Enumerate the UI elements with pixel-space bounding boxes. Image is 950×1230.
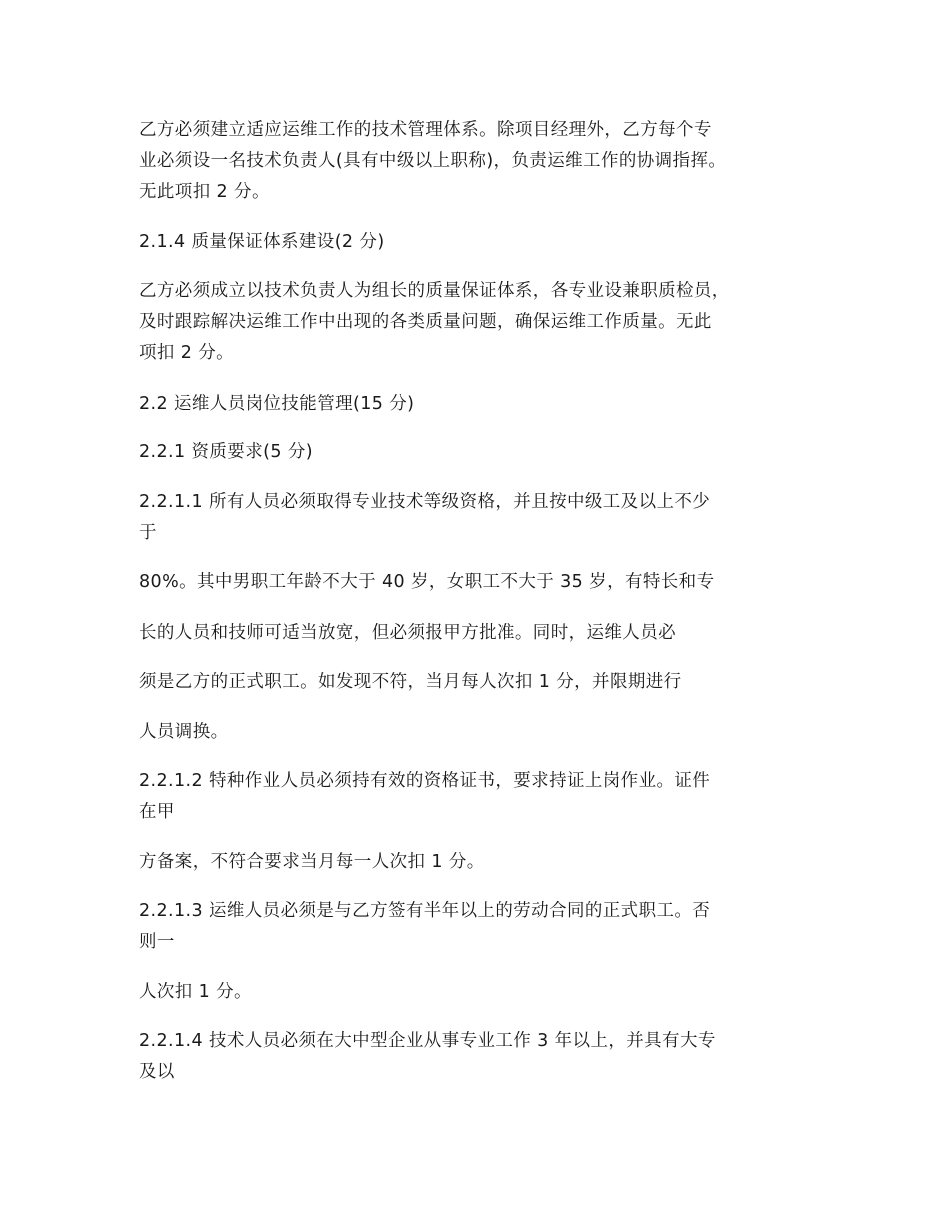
paragraph-line-filing: 方备案，不符合要求当月每一人次扣 1 分。 [139, 852, 485, 872]
paragraph-tech-management: 乙方必须建立适应运维工作的技术管理体系。除项目经理外，乙方每个专 业必须设一名技术负责人(具有中级以上职称)，负责运维工作的协调指挥。 无此项扣 2 分。 [139, 120, 727, 202]
paragraph-2-2-1-2: 2.2.1.2 特种作业人员必须持有效的资格证书，要求持证上岗作业。证件 在甲 [139, 771, 711, 822]
paragraph-line-deduction: 人次扣 1 分。 [139, 982, 252, 1002]
paragraph-line-formal-staff: 须是乙方的正式职工。如发现不符，当月每人次扣 1 分，并限期进行 [139, 672, 682, 692]
paragraph-2-2-1-1: 2.2.1.1 所有人员必须取得专业技术等级资格，并且按中级工及以上不少 于 [139, 492, 711, 543]
paragraph-line-80-percent: 80%。其中男职工年龄不大于 40 岁，女职工不大于 35 岁，有特长和专 [139, 572, 715, 592]
heading-2-2: 2.2 运维人员岗位技能管理(15 分) [139, 394, 415, 414]
paragraph-2-2-1-3: 2.2.1.3 运维人员必须是与乙方签有半年以上的劳动合同的正式职工。否 则一 [139, 901, 711, 952]
paragraph-line-replacement: 人员调换。 [139, 722, 229, 742]
paragraph-line-technicians: 长的人员和技师可适当放宽，但必须报甲方批准。同时，运维人员必 [139, 623, 676, 643]
paragraph-2-2-1-4: 2.2.1.4 技术人员必须在大中型企业从事专业工作 3 年以上，并具有大专 及以 [139, 1031, 716, 1082]
heading-2-1-4: 2.1.4 质量保证体系建设(2 分) [139, 232, 385, 252]
paragraph-quality-system: 乙方必须成立以技术负责人为组长的质量保证体系，各专业设兼职质检员， 及时跟踪解决运维工作中出现的各类质量问题，确保运维工作质量。无此 项扣 2 分。 [139, 281, 730, 363]
heading-2-2-1: 2.2.1 资质要求(5 分) [139, 442, 313, 462]
